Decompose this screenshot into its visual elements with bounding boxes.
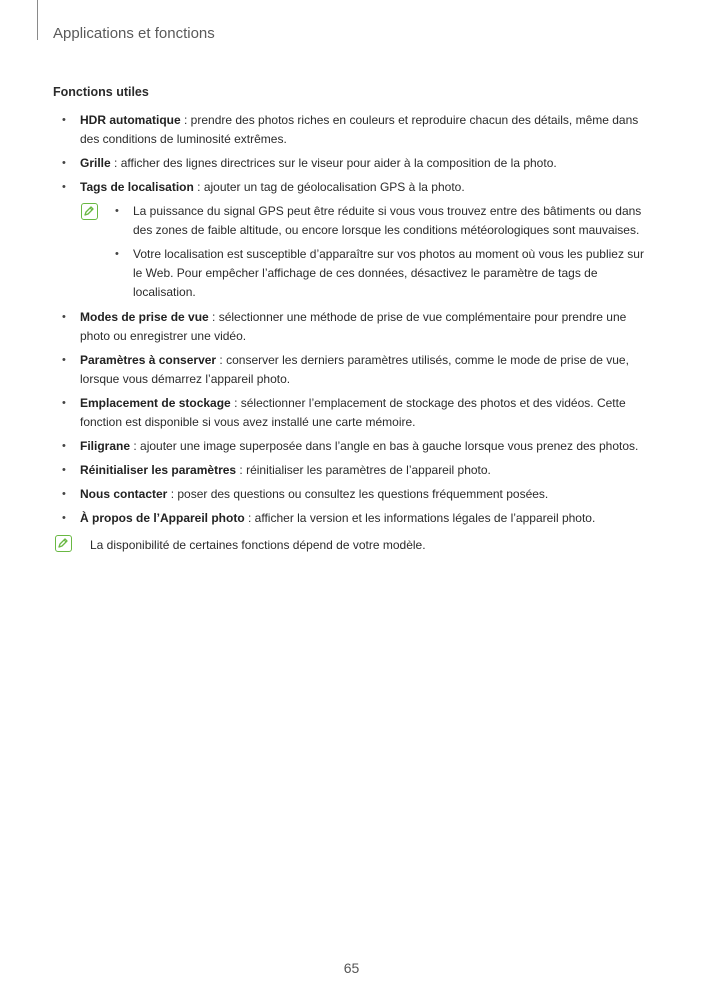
bullet: •	[62, 488, 66, 500]
list-item	[53, 111, 653, 149]
bullet: •	[62, 512, 66, 524]
page-number: 65	[343, 960, 360, 976]
bullet: •	[115, 205, 119, 217]
bullet: •	[62, 114, 66, 126]
item-term: À propos de l’Appareil photo	[80, 511, 245, 525]
note-pencil-icon	[81, 203, 98, 220]
item-desc: : ajouter un tag de géolocalisation GPS à la photo.	[193, 180, 465, 194]
item-term: Emplacement de stockage	[80, 396, 231, 410]
list-item	[53, 394, 653, 432]
item-term: Tags de localisation	[80, 180, 194, 194]
list-item	[53, 351, 653, 389]
page-header: Applications et fonctions	[53, 25, 215, 42]
item-desc: : sélectionner une méthode de prise de vue complémentaire pour prendre une photo ou enregistrer une vidéo.	[80, 310, 627, 343]
item-term: Grille	[80, 156, 111, 170]
item-term: Nous contacter	[80, 487, 168, 501]
item-term: Réinitialiser les paramètres	[80, 463, 237, 477]
note-item	[107, 202, 653, 240]
item-list-top	[53, 111, 653, 197]
list-item	[53, 485, 653, 504]
bullet: •	[62, 397, 66, 409]
main-content	[53, 83, 653, 555]
list-item	[53, 178, 653, 197]
bullet: •	[62, 181, 66, 193]
note-text: La puissance du signal GPS peut être réduite si vous vous trouvez entre des bâtiments ou dans des zones de faible altitude, ou encore lorsque les conditions météorologiques sont mauvaises.	[133, 204, 642, 237]
bullet: •	[62, 311, 66, 323]
item-desc: : poser des questions ou consultez les questions fréquemment posées.	[167, 487, 549, 501]
list-item	[53, 461, 653, 480]
item-desc: : sélectionner l’emplacement de stockage des photos et des vidéos. Cette fonction est disponible si vous avez installé une carte mémoire.	[80, 396, 626, 429]
note-item	[107, 245, 653, 302]
bullet: •	[62, 354, 66, 366]
header-rule	[37, 0, 38, 40]
note-pencil-icon	[55, 535, 72, 552]
availability-note-text: La disponibilité de certaines fonctions dépend de votre modèle.	[90, 538, 426, 552]
bullet: •	[62, 464, 66, 476]
item-desc: : ajouter une image superposée dans l’angle en bas à gauche lorsque vous prenez des photos.	[130, 439, 639, 453]
section-title: Fonctions utiles	[53, 85, 149, 99]
note-text: Votre localisation est susceptible d’apparaître sur vos photos au moment où vous les publiez sur le Web. Pour empêcher l’affichage de ces données, désactivez le paramètre de tags de localisation.	[133, 247, 644, 299]
item-term: Filigrane	[80, 439, 131, 453]
bullet: •	[115, 248, 119, 260]
list-item	[53, 308, 653, 346]
item-desc: : conserver les derniers paramètres utilisés, comme le mode de prise de vue, lorsque vous démarrez l’appareil photo.	[80, 353, 629, 386]
list-item	[53, 154, 653, 173]
list-item	[53, 509, 653, 528]
bullet: •	[62, 157, 66, 169]
item-list-bottom	[53, 308, 653, 528]
item-desc: : prendre des photos riches en couleurs et reproduire chacun des détails, même dans des conditions de luminosité extrêmes.	[80, 113, 639, 146]
item-term: HDR automatique	[80, 113, 181, 127]
availability-note	[53, 536, 653, 555]
item-desc: : afficher des lignes directrices sur le viseur pour aider à la composition de la photo.	[110, 156, 557, 170]
item-term: Paramètres à conserver	[80, 353, 217, 367]
list-item	[53, 437, 653, 456]
item-desc: : afficher la version et les informations légales de l’appareil photo.	[244, 511, 596, 525]
item-term: Modes de prise de vue	[80, 310, 209, 324]
bullet: •	[62, 440, 66, 452]
notes-block	[53, 202, 653, 302]
item-desc: : réinitialiser les paramètres de l’appareil photo.	[236, 463, 491, 477]
